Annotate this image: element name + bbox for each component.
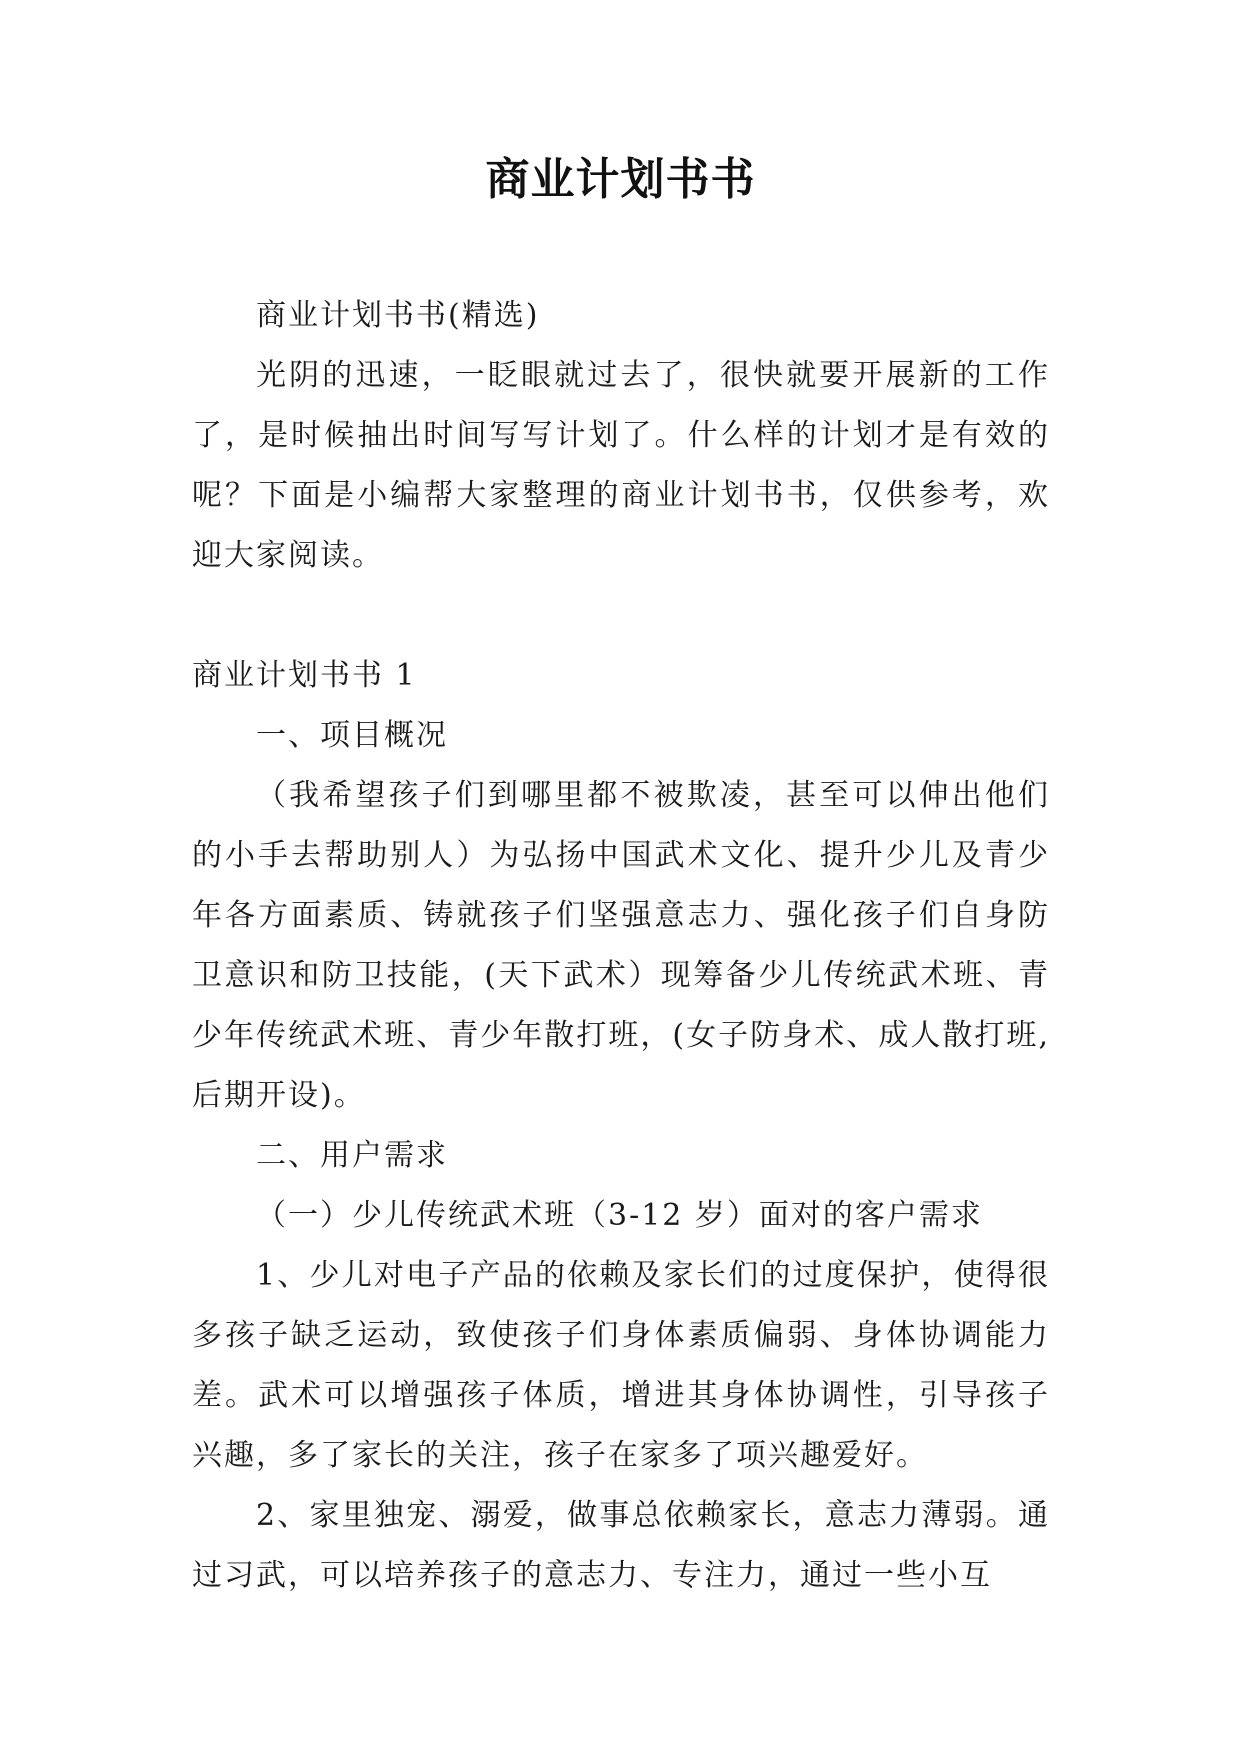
overview-paragraph: （我希望孩子们到哪里都不被欺凌，甚至可以伸出他们的小手去帮助别人）为弘扬中国武术文化、提升少儿及青少年各方面素质、铸就孩子们坚强意志力、强化孩子们自身防卫意识和防卫技能，(天下武术）现筹备少儿传统武术班、青少年传统武术班、青少年散打班，(女子防身术、成人散打班,后期开设)。 bbox=[192, 778, 1050, 1113]
intro-paragraph: 光阴的迅速，一眨眼就过去了，很快就要开展新的工作了，是时候抽出时间写写计划了。什么样的计划才是有效的呢？下面是小编帮大家整理的商业计划书书，仅供参考，欢迎大家阅读。 bbox=[192, 358, 1050, 573]
document-title: 商业计划书书 bbox=[485, 154, 756, 205]
subsection-heading-children-class: （一）少儿传统武术班（3-12 岁）面对的客户需求 bbox=[256, 1198, 983, 1233]
needs-paragraph-2: 2、家里独宠、溺爱，做事总依赖家长，意志力薄弱。通过习武，可以培养孩子的意志力、专注力，通过一些小互 bbox=[192, 1498, 1050, 1593]
section-heading: 商业计划书书 1 bbox=[192, 658, 417, 693]
document-body bbox=[192, 286, 1050, 1606]
subsection-heading-overview: 一、项目概况 bbox=[256, 718, 448, 753]
subtitle-paragraph: 商业计划书书(精选) bbox=[256, 298, 540, 333]
subsection-heading-user-needs: 二、用户需求 bbox=[256, 1138, 448, 1173]
blank-line bbox=[192, 586, 1050, 646]
needs-paragraph-1: 1、少儿对电子产品的依赖及家长们的过度保护，使得很多孩子缺乏运动，致使孩子们身体素质偏弱、身体协调能力差。武术可以增强孩子体质，增进其身体协调性，引导孩子兴趣，多了家长的关注，孩子在家多了项兴趣爱好。 bbox=[192, 1258, 1050, 1473]
